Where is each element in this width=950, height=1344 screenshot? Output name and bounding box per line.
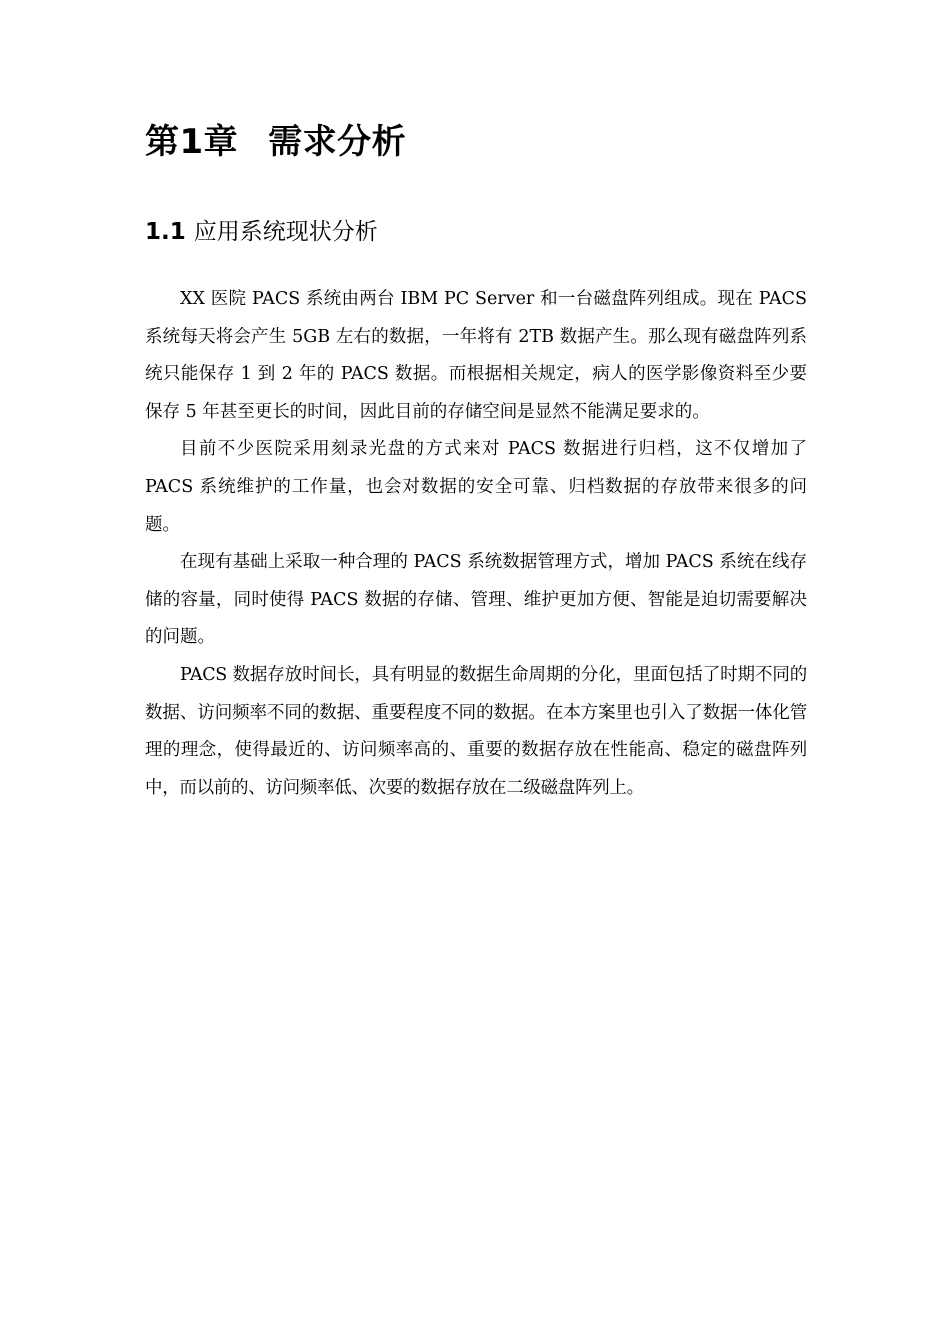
section-number: 1.1 <box>145 219 186 245</box>
chapter-heading-text: 需求分析 <box>268 122 407 162</box>
paragraph-1: XX 医院 PACS 系统由两台 IBM PC Server 和一台磁盘阵列组成。现在 PACS 系统每天将会产生 5GB 左右的数据，一年将有 2TB 数据产生。那么现有磁盘阵列系统只能保存 1 到 2 年的 PACS 数据。而根据相关规定，病人的医学影像资料至少要保存 5 年甚至更长的时间，因此目前的存储空间是显然不能满足要求的。 <box>145 289 807 422</box>
section-title <box>145 215 378 249</box>
body-text <box>145 281 807 807</box>
chapter-title <box>145 118 406 166</box>
paragraph-2: 目前不少医院采用刻录光盘的方式来对 PACS 数据进行归档，这不仅增加了 PACS 系统维护的工作量，也会对数据的安全可靠、归档数据的存放带来很多的问题。 <box>145 439 807 535</box>
paragraph-4: PACS 数据存放时间长，具有明显的数据生命周期的分化，里面包括了时期不同的数据、访问频率不同的数据、重要程度不同的数据。在本方案里也引入了数据一体化管理的理念，使得最近的、访问频率高的、重要的数据存放在性能高、稳定的磁盘阵列中，而以前的、访问频率低、次要的数据存放在二级磁盘阵列上。 <box>145 664 807 798</box>
paragraph-3: 在现有基础上采取一种合理的 PACS 系统数据管理方式，增加 PACS 系统在线存储的容量，同时使得 PACS 数据的存储、管理、维护更加方便、智能是迫切需要解决的问题。 <box>145 552 807 648</box>
chapter-number: 第1章 <box>145 122 239 162</box>
section-heading-text: 应用系统现状分析 <box>193 219 378 245</box>
